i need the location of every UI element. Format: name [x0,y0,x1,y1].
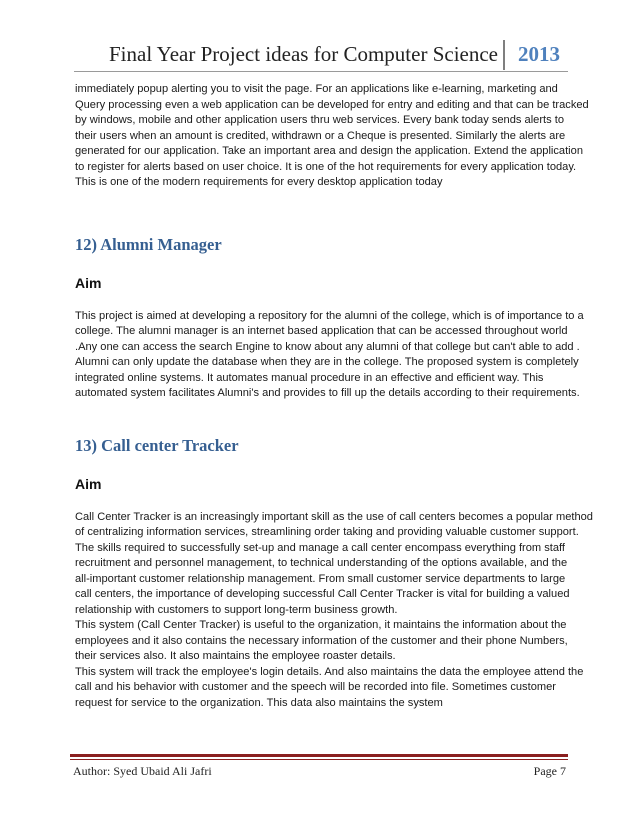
call-center-line: The skills required to successfully set-up and manage a call center encompass everything from staff [75,541,566,554]
header-separator [503,40,505,70]
call-center-line: request for service to the organization. This data also maintains the system [75,696,443,709]
header-year: 2013 [518,42,560,66]
intro-line: Query processing even a web application can be developed for entry and editing and that can be tracked [75,98,589,111]
intro-line: their users when an amount is credited, withdrawn or a Cheque is presented. Similarly the alerts are [75,129,566,142]
call-center-line: Call Center Tracker is an increasingly important skill as the use of call centers becomes a popular method [75,510,593,523]
aim-label: Aim [75,475,102,492]
alumni-line: integrated online systems. It automates manual procedure in an effective and efficient way. This [75,371,544,384]
header-rule [74,71,568,72]
call-center-line: all-important customer relationship management. From small customer service departments to large [75,572,566,585]
call-center-line: employees and it also contains the necessary information of the customer and their phone Numbers, [75,634,568,647]
alumni-line: Alumni can only update the database when they are in the college. The proposed system is completely [75,356,579,368]
aim-label: Aim [75,274,102,291]
alumni-line: automated system facilitates Alumni's and provides to fill up the details according to their requirements. [75,387,580,399]
intro-line: to register for alerts based on user choice. It is one of the hot requirements for every application today. [75,160,577,173]
page-number: Page 7 [533,764,566,778]
alumni-line: This project is aimed at developing a repository for the alumni of the college, which is of importance to a [75,309,584,322]
call-center-line: relationship with customers to support long-term business growth. [75,603,398,616]
call-center-paragraph [75,510,593,712]
call-center-line: This system (Call Center Tracker) is useful to the organization, it maintains the information about the [75,619,567,631]
page-header [74,40,568,74]
footer-rule [70,754,568,757]
call-center-line: their services also. It also maintains the employee roaster details. [75,650,396,662]
footer-author: Author: Syed Ubaid Ali Jafri [73,764,212,778]
footer-rule-thin [70,759,568,760]
section-heading-call-center-tracker: 13) Call center Tracker [75,435,239,455]
call-center-line: recruitment and personnel management, to technical understanding of the options available, and the [75,557,568,569]
call-center-line: call and his behavior with customer and the speech will be recorded into file. Sometimes customer [75,681,556,693]
section-heading-alumni-manager: 12) Alumni Manager [75,234,222,254]
alumni-paragraph [75,309,584,402]
call-center-line: call centers, the importance of developing successful Call Center Tracker is vital for building a valued [75,588,570,600]
intro-paragraph [75,82,589,191]
header-title: Final Year Project ideas for Computer Science [109,42,498,66]
call-center-line: This system will track the employee's login details. And also maintains the data the employee attend the [75,665,584,678]
intro-line: generated for our application. Take an important area and design the application. Extend the application [75,145,583,157]
call-center-line: of centralizing information services, streamlining order taking and providing valuable customer support. [75,526,579,538]
intro-line: immediately popup alerting you to visit the page. For an applications like e-learning, marketing and [75,83,558,95]
intro-line: This is one of the modern requirements for every desktop application today [75,176,443,188]
page-body [75,82,593,711]
intro-line: by windows, mobile and other application users thru web services. Every bank today sends alerts to [75,114,564,126]
alumni-line: college. The alumni manager is an internet based application that can be accessed throughout world [75,325,568,337]
alumni-line: .Any one can access the search Engine to know about any alumni of that college but can't able to add . [75,340,580,353]
